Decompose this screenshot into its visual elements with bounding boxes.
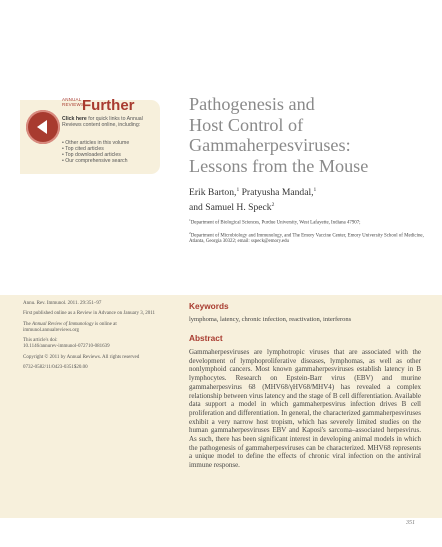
title-line: Pathogenesis and (189, 94, 315, 114)
doi-link[interactable]: 10.1146/annurev-immunol-072710-081639 (23, 344, 110, 350)
abstract-heading: Abstract (189, 333, 223, 343)
page-number: 351 (406, 520, 415, 526)
author-name: Pratyusha Mandal, (239, 187, 314, 199)
title-line: Host Control of (189, 114, 304, 135)
click-here-link[interactable]: Click here (62, 116, 87, 122)
further-link-item[interactable]: • Our comprehensive search (62, 158, 128, 165)
author-name: Erik Barton, (189, 187, 237, 199)
first-published: First published online as a Review in Advance on January 3, 2011 (23, 311, 156, 317)
journal-online: The Annual Review of Immunology is online at immunol.annualreviews.org (23, 321, 117, 333)
doi: This article's doi: 10.1146/annurev-immunol-072710-081639 (23, 338, 110, 350)
further-link-item[interactable]: • Other articles in this volume (62, 140, 130, 146)
affiliation-2: $^2$Department of Microbiology and Immunology, and The Emory Vaccine Center, Emory University School of Medicine, Atlanta, Georgia 30322; email: sspeck@emory.edu (189, 230, 424, 245)
article-metadata (23, 301, 159, 375)
further-heading: Further (82, 97, 135, 114)
further-intro (62, 116, 160, 128)
citation: Annu. Rev. Immunol. 2011. 29:351–97 (23, 301, 102, 306)
issn: 0732-0582/11/0423-0351$20.00 (23, 365, 88, 371)
further-intro-text: for quick links to Annual Reviews content online, including: (62, 116, 143, 129)
affiliations (189, 217, 429, 246)
author-name: and Samuel H. Speck (189, 202, 272, 214)
title-line: Lessons from the Mouse (189, 155, 369, 176)
annual-reviews-logo-text: ANNUAL REVIEWS (62, 97, 85, 107)
keywords-text: lymphoma, latency, chronic infection, reactivation, interferons (189, 316, 352, 323)
further-link-item[interactable]: • Top cited articles (62, 146, 104, 153)
further-link-item[interactable]: • Top downloaded articles (62, 152, 121, 159)
affiliation-1: $^1$Department of Biological Sciences, Purdue University, West Lafayette, Indiana 47907; (189, 218, 361, 226)
left-arrow-icon[interactable] (26, 110, 60, 144)
copyright: Copyright © 2011 by Annual Reviews. All rights reserved (23, 354, 140, 360)
keywords-heading: Keywords (189, 301, 229, 311)
title-line: Gammaherpesviruses: (189, 135, 351, 155)
abstract-text: Gammaherpesviruses are lymphotropic viruses that are associated with the development of lymphoproliferative diseases, lymphomas, as well as other nonlymphoid cancers. Most known gammaherpesviruses establish latency in B lymphocytes. Research on Epstein-Barr virus (EBV) and murine gammaherpesvirus 68 (MHV68/γHV68/MHV4) has revealed a complex relationship between virus latency and the stage of B cell differentiation. Available data support a model in which gammaherpesvirus infection drives B cell proliferation and differentiation. In general, the characterized gammaherpesviruses exhibit a very narrow host tropism, which has severely limited studies on the human gammaherpesviruses EBV and Kaposi's sarcoma–associated herpesvirus. As such, there has been significant interest in developing animal models in which the pathogenesis of gammaherpesviruses can be characterized. MHV68 represents a unique model to define the effects of chronic viral infection on the antiviral immune response. (189, 348, 421, 470)
article-title (189, 94, 419, 176)
further-links-list (62, 140, 160, 164)
author-list: Erik Barton,$^1$ Pratyusha Mandal,$^1$ and Samuel H. Speck$^2$ (189, 187, 317, 214)
